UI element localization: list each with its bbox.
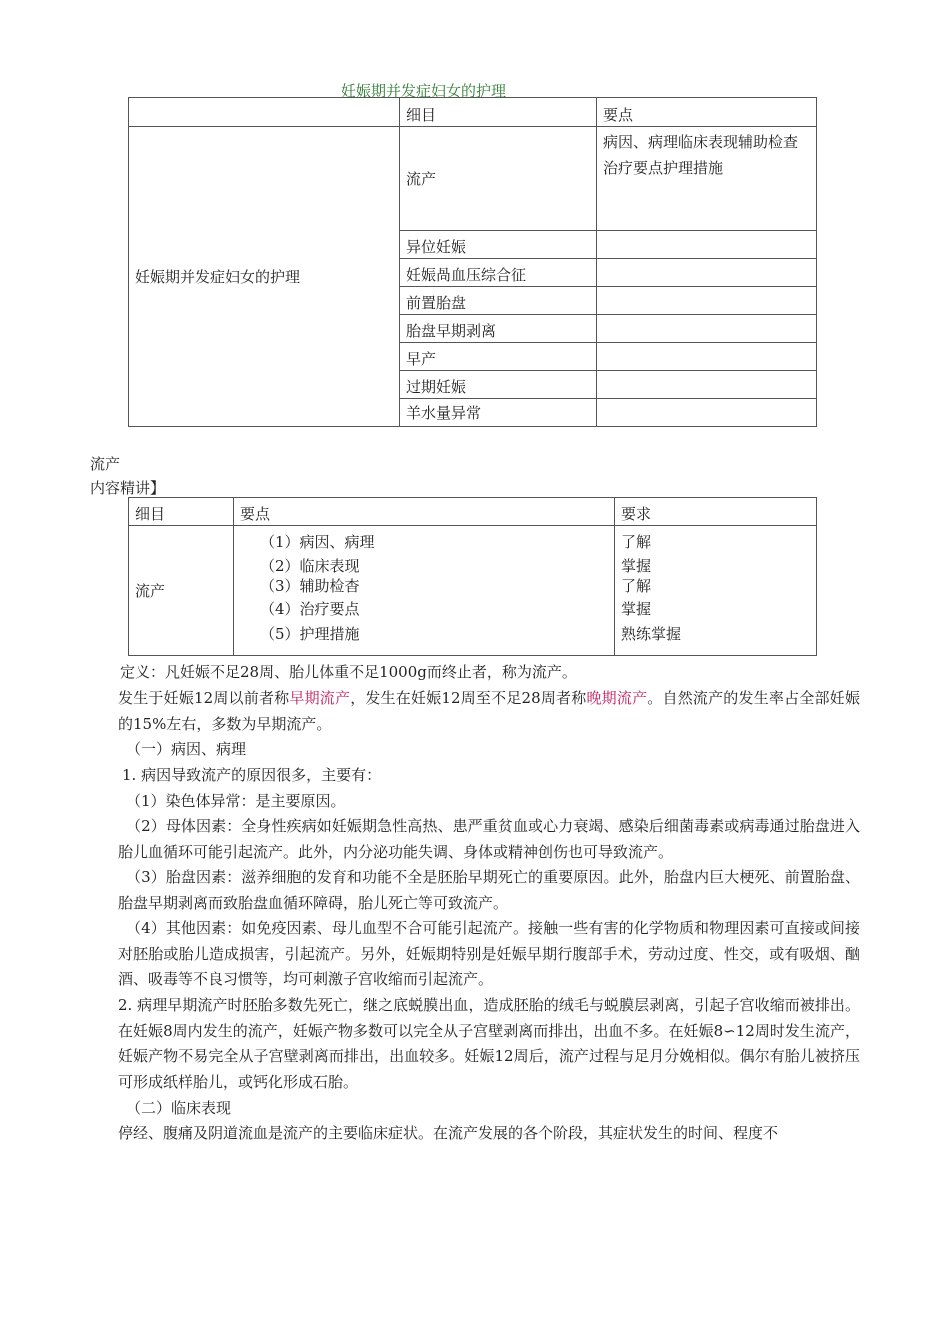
row-point: 病因、病理临床表现辅助检查治疗要点护理措施 [597, 127, 817, 231]
row-item: 过期妊娠 [400, 371, 597, 399]
row-item: 前置胎盘 [400, 287, 597, 315]
text-span: 。自然流产的发生率占全部妊娠的15%左右，多数为早期流产。 [118, 689, 860, 733]
point-line: （1）病因、病理 [260, 533, 375, 551]
row-point [597, 287, 817, 315]
row-item: 流产 [400, 127, 597, 231]
classification-paragraph [118, 686, 860, 737]
row-point [597, 343, 817, 371]
header-point: 要点 [597, 98, 817, 127]
content-table [128, 497, 817, 656]
section-label: 妊娠期并发症妇女的护理 [129, 127, 400, 427]
table-row [129, 526, 817, 656]
row-item: 胎盘早期剥离 [400, 315, 597, 343]
row-point [597, 231, 817, 259]
heading-cause: （一）病因、病理 [126, 740, 247, 758]
requirement-line: 熟练掌握 [621, 625, 682, 643]
requirement-line: 了解 [621, 577, 652, 595]
text-span: 发生于妊娠12周以前者称 [118, 689, 290, 707]
other-factors-paragraph: （4）其他因素：如免疫因素、母儿血型不合可能引起流产。接触一些有害的化学物质和物理因素可直接或间接对胚胎或胎儿造成损害，引起流产。另外，妊娠期特别是妊娠早期行腹部手术，劳动过度、性交，或有吸烟、酗酒、吸毒等不良习惯等，均可刺激子宫收缩而引起流产。 [118, 919, 860, 988]
row-point [597, 371, 817, 399]
point-line: （5）护理措施 [260, 625, 360, 643]
late-abortion-term: 晚期流产 [586, 689, 648, 707]
early-abortion-term: 早期流产 [289, 689, 351, 707]
row-point [597, 259, 817, 287]
heading-clinical: （二）临床表现 [126, 1099, 232, 1117]
placenta-paragraph: （3）胎盘因素：滋养细胞的发育和功能不全是胚胎早期死亡的重要原因。此外，胎盘内巨大梗死、前置胎盘、胎盘早期剥离而致胎盘血循环障碍，胎儿死亡等可致流产。 [118, 868, 860, 912]
requirements-cell [615, 526, 817, 656]
requirement-line: 了解 [621, 533, 652, 551]
table-row [129, 498, 817, 526]
pathology-paragraph: 2. 病理早期流产时胚胎多数先死亡，继之底蜕膜出血，造成胚胎的绒毛与蜕膜层剥离，引起子宫收缩而被排出。在妊娠8周内发生的流产，妊娠产物多数可以完全从子宫壁剥离而排出，出血不多。在妊娠8∽12周时发生流产，妊娠产物不易完全从子宫壁剥离而排出，出血较多。妊娠12周后，流产过程与足月分娩相似。偶尔有胎儿被挤压可形成纸样胎儿，或钙化形成石胎。 [118, 996, 860, 1091]
table-row [129, 98, 817, 127]
row-item: 羊水量异常 [400, 399, 597, 427]
text-span: ，发生在妊娠12周至不足28周者称 [350, 689, 587, 707]
maternal-paragraph: （2）母体因素：全身性疾病如妊娠期急性高热、患严重贫血或心力衰竭、感染后细菌毒素或病毒通过胎盘进入胎儿血循环可能引起流产。此外，内分泌功能失调、身体或精神创伤也可导致流产。 [118, 817, 860, 861]
header-point: 要点 [234, 498, 615, 526]
requirement-line: 掌握 [621, 557, 652, 575]
points-cell [234, 526, 615, 656]
row-item: 流产 [129, 526, 234, 656]
header-item: 细目 [400, 98, 597, 127]
content-heading: 内容精讲】 [90, 479, 166, 497]
row-item: 异位妊娠 [400, 231, 597, 259]
row-point [597, 315, 817, 343]
row-point [597, 399, 817, 427]
definition-paragraph: 定义：凡妊娠不足28周、胎儿体重不足1000g而终止者，称为流产。 [120, 663, 577, 681]
row-item: 早产 [400, 343, 597, 371]
point-line: （3）辅助检杳 [260, 577, 360, 595]
header-requirement: 要求 [615, 498, 817, 526]
row-item: 妊娠咼血压综合征 [400, 259, 597, 287]
header-item: 细目 [129, 498, 234, 526]
chromosome-paragraph: （1）染色体异常：是主要原因。 [126, 792, 346, 810]
point-line: （2）临床表现 [260, 557, 360, 575]
table-row [129, 127, 817, 231]
point-line: （4）治疗要点 [260, 600, 360, 618]
clinical-paragraph: 停经、腹痛及阴道流血是流产的主要临床症状。在流产发展的各个阶段，其症状发生的时间、程度不 [118, 1124, 779, 1142]
syllabus-table [128, 97, 817, 427]
cause-paragraph: 1. 病因导致流产的原因很多，主要有： [122, 766, 382, 784]
requirement-line: 掌握 [621, 600, 652, 618]
document-title: 妊娠期并发症妇女的护理 [341, 82, 507, 100]
table-cell [129, 98, 400, 127]
section-heading: 流产 [90, 455, 121, 473]
